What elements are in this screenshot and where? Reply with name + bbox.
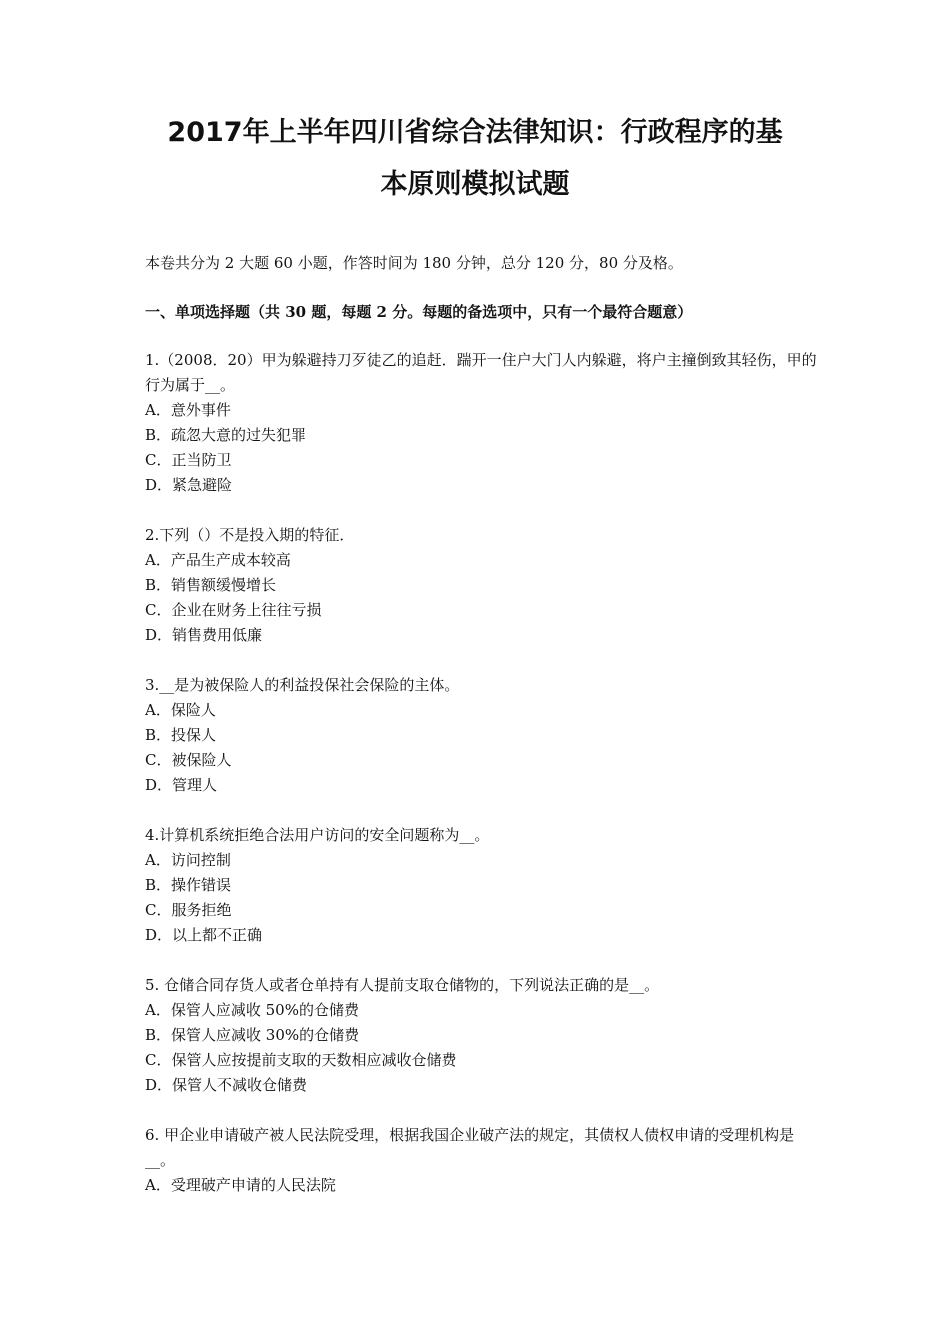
option-a: A．意外事件 [145, 401, 231, 419]
section-heading: 一、单项选择题（共 30 题，每题 2 分。每题的备选项中，只有一个最符合题意） [145, 303, 693, 321]
option-a: A．访问控制 [145, 851, 231, 869]
question-6 [145, 1123, 817, 1198]
question-stem: 1.（2008．20）甲为躲避持刀歹徒乙的追赶．踹开一住户大门人内躲避，将户主撞倒致其轻伤，甲的行为属于__。 [145, 351, 817, 394]
question-3 [145, 673, 817, 798]
option-d: D．保管人不减收仓储费 [145, 1076, 308, 1094]
question-list [145, 348, 817, 1223]
option-b: B．疏忽大意的过失犯罪 [145, 426, 307, 444]
option-a: A．受理破产申请的人民法院 [145, 1176, 336, 1194]
question-2 [145, 523, 817, 648]
option-d: D．管理人 [145, 776, 218, 794]
option-b: B．保管人应减收 30%的仓储费 [145, 1026, 360, 1044]
option-d: D．销售费用低廉 [145, 626, 263, 644]
option-c: C．被保险人 [145, 751, 232, 769]
document-title-line-2: 本原则模拟试题 [380, 169, 570, 200]
option-d: D．紧急避险 [145, 476, 233, 494]
option-c: C．保管人应按提前支取的天数相应减收仓储费 [145, 1051, 457, 1069]
question-stem: 5. 仓储合同存货人或者仓单持有人提前支取仓储物的，下列说法正确的是__。 [145, 976, 660, 994]
question-stem: 3.__是为被保险人的利益投保社会保险的主体。 [145, 676, 460, 694]
exam-intro: 本卷共分为 2 大题 60 小题，作答时间为 180 分钟，总分 120 分，80 分及格。 [145, 254, 683, 272]
document-title-line-1: 2017年上半年四川省综合法律知识：行政程序的基 [167, 117, 783, 148]
option-a: A．保险人 [145, 701, 216, 719]
question-5 [145, 973, 817, 1098]
question-1 [145, 348, 817, 498]
option-b: B．销售额缓慢增长 [145, 576, 277, 594]
option-b: B．操作错误 [145, 876, 232, 894]
option-c: C．服务拒绝 [145, 901, 232, 919]
option-b: B．投保人 [145, 726, 217, 744]
option-a: A．保管人应减收 50%的仓储费 [145, 1001, 359, 1019]
question-stem: 4.计算机系统拒绝合法用户访问的安全问题称为__。 [145, 826, 490, 844]
option-c: C．正当防卫 [145, 451, 232, 469]
question-4 [145, 823, 817, 948]
option-a: A．产品生产成本较高 [145, 551, 291, 569]
question-stem: 6. 甲企业申请破产被人民法院受理，根据我国企业破产法的规定，其债权人债权申请的受理机构是__。 [145, 1126, 795, 1169]
option-d: D．以上都不正确 [145, 926, 263, 944]
option-c: C．企业在财务上往往亏损 [145, 601, 322, 619]
question-stem: 2.下列（）不是投入期的特征． [145, 526, 355, 544]
